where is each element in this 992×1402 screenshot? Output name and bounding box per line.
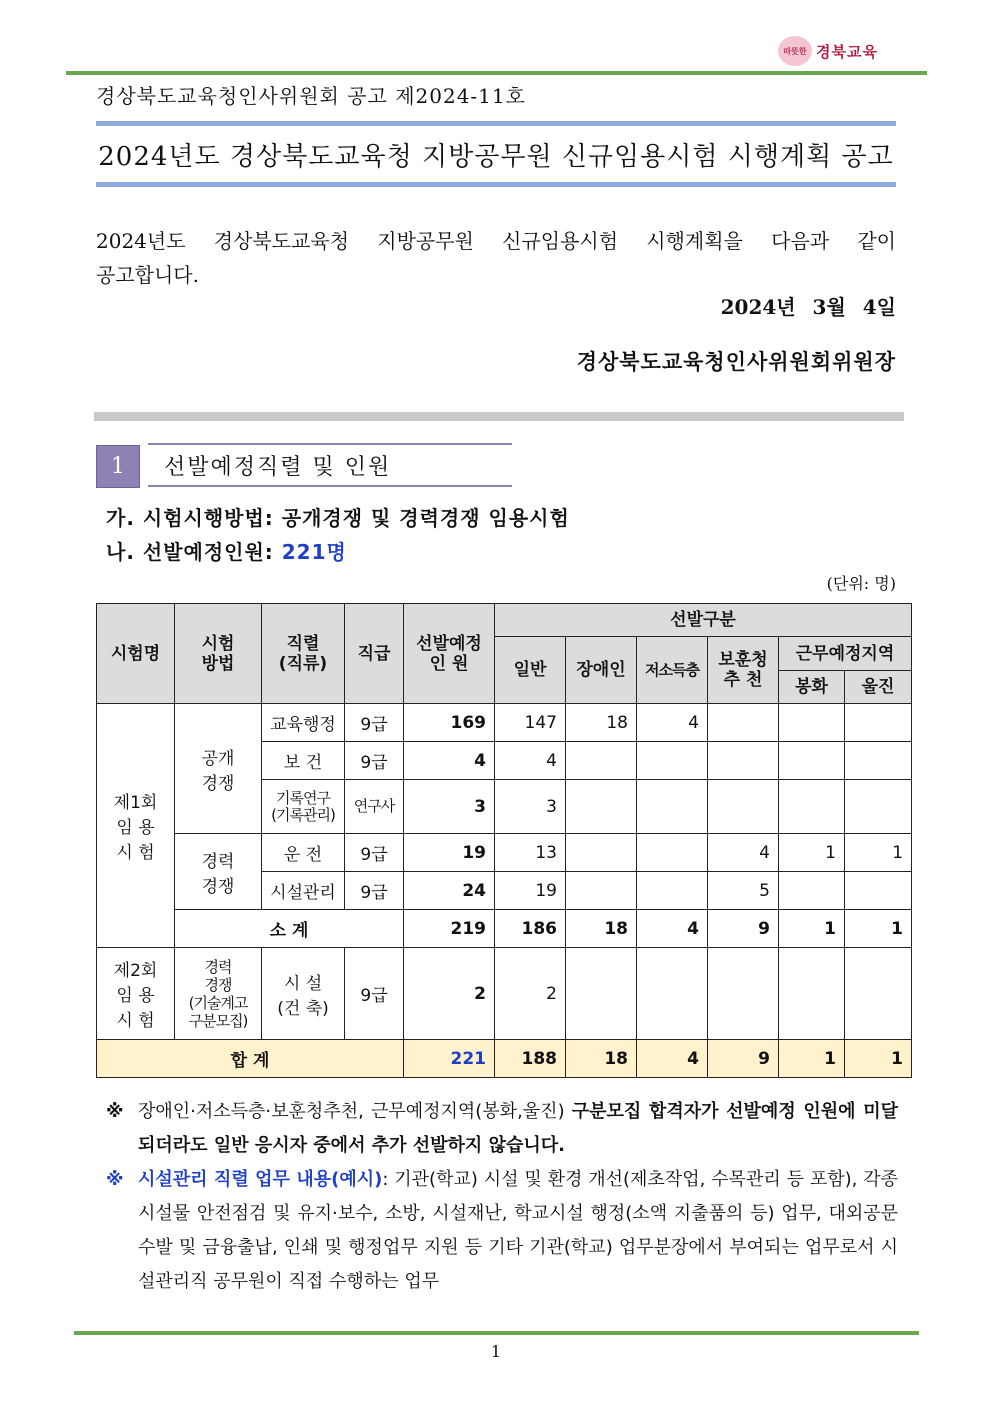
cell-disabled bbox=[566, 872, 637, 910]
cell-series: 교육행정 bbox=[262, 704, 345, 742]
section-title-text: 선발예정직렬 및 인원 bbox=[164, 454, 392, 480]
document-title-box bbox=[96, 121, 896, 187]
cell-disabled bbox=[566, 742, 637, 780]
exam1-label: 제1회 임 용 시 험 bbox=[97, 704, 175, 948]
header-bonghwa: 봉화 bbox=[779, 671, 845, 704]
cell-grade: 연구사 bbox=[345, 780, 404, 834]
header-veterans: 보훈청 추 천 bbox=[708, 637, 779, 704]
total-label: 합 계 bbox=[97, 1040, 404, 1078]
cell-grade: 9급 bbox=[345, 834, 404, 872]
cell-disabled: 18 bbox=[566, 910, 637, 948]
section-number: 1 bbox=[96, 445, 140, 488]
cell-planned: 221 bbox=[404, 1040, 495, 1078]
cell-disabled bbox=[566, 780, 637, 834]
table-row bbox=[97, 948, 912, 1040]
signer: 경상북도교육청인사위원회위원장 bbox=[576, 350, 896, 374]
header-planned: 선발예정 인 원 bbox=[404, 604, 495, 704]
cell-bonghwa bbox=[779, 948, 845, 1040]
cell-veterans: 9 bbox=[708, 910, 779, 948]
cell-general: 188 bbox=[495, 1040, 566, 1078]
intro-paragraph bbox=[96, 224, 896, 292]
note-mark-icon: ※ bbox=[106, 1101, 124, 1122]
cell-veterans bbox=[708, 948, 779, 1040]
cell-planned: 169 bbox=[404, 704, 495, 742]
cell-uljin: 1 bbox=[845, 834, 912, 872]
cell-veterans bbox=[708, 742, 779, 780]
cell-low-income bbox=[637, 948, 708, 1040]
cell-veterans: 4 bbox=[708, 834, 779, 872]
open-competition-label: 공개 경쟁 bbox=[175, 704, 262, 834]
cell-low-income bbox=[637, 780, 708, 834]
page-number: 1 bbox=[490, 1342, 502, 1361]
cell-disabled: 18 bbox=[566, 1040, 637, 1078]
table-row bbox=[97, 834, 912, 872]
cell-uljin bbox=[845, 704, 912, 742]
header-region: 근무예정지역 bbox=[779, 637, 912, 671]
section-title bbox=[148, 443, 512, 487]
cell-uljin: 1 bbox=[845, 910, 912, 948]
header-low-income: 저소득층 bbox=[637, 637, 708, 704]
cell-disabled bbox=[566, 834, 637, 872]
cell-disabled bbox=[566, 948, 637, 1040]
subtotal-row bbox=[97, 910, 912, 948]
subtotal-label: 소 계 bbox=[175, 910, 404, 948]
logo-text: 경북교육 bbox=[816, 42, 878, 61]
cell-general: 186 bbox=[495, 910, 566, 948]
cell-grade: 9급 bbox=[345, 948, 404, 1040]
note-facility-duties bbox=[106, 1163, 898, 1299]
header-disabled: 장애인 bbox=[566, 637, 637, 704]
cell-uljin bbox=[845, 780, 912, 834]
notice-date: 2024년 3월 4일 bbox=[720, 295, 896, 319]
cell-veterans: 5 bbox=[708, 872, 779, 910]
cell-series: 시 설 (건 축) bbox=[262, 948, 345, 1040]
table-row bbox=[97, 704, 912, 742]
cell-general: 147 bbox=[495, 704, 566, 742]
section-divider bbox=[94, 412, 904, 421]
exam2-method: 경력 경쟁 (기술계고 구분모집) bbox=[175, 948, 262, 1040]
intro-line-1: 2024년도 경상북도교육청 지방공무원 신규임용시험 시행계획을 다음과 같이 bbox=[96, 229, 896, 253]
cell-general: 19 bbox=[495, 872, 566, 910]
cell-planned: 19 bbox=[404, 834, 495, 872]
cell-low-income bbox=[637, 834, 708, 872]
subsection-planned bbox=[106, 536, 347, 565]
cell-low-income: 4 bbox=[637, 1040, 708, 1078]
notice-number: 경상북도교육청인사위원회 공고 제2024-11호 bbox=[96, 84, 526, 108]
cell-planned: 4 bbox=[404, 742, 495, 780]
cell-grade: 9급 bbox=[345, 742, 404, 780]
cell-general: 3 bbox=[495, 780, 566, 834]
header-grade: 직급 bbox=[345, 604, 404, 704]
recruitment-table bbox=[96, 603, 912, 1078]
cell-planned: 2 bbox=[404, 948, 495, 1040]
header-logo bbox=[778, 34, 898, 68]
cell-series: 시설관리 bbox=[262, 872, 345, 910]
cell-veterans bbox=[708, 780, 779, 834]
header-uljin: 울진 bbox=[845, 671, 912, 704]
note-recruitment bbox=[106, 1095, 898, 1163]
header-divider bbox=[66, 71, 927, 75]
note2-plain: : 기관(학교) 시설 및 환경 개선(제초작업, 수목관리 등 포함), 각종 시설물 안전점검 및 유지·보수, 소방, 시설재난, 학교시설 행정(소액 지출품의 등) 업무, 대외공문수발 및 금융출납, 인쇄 및 행정업무 지원 등 기타 기관(학교) 업무분장에서 부여되는 업무로서 시설관리직 공무원이 직접 수행하는 업무 bbox=[138, 1169, 898, 1292]
footer-divider bbox=[74, 1331, 919, 1335]
header-general: 일반 bbox=[495, 637, 566, 704]
cell-low-income bbox=[637, 742, 708, 780]
cell-general: 13 bbox=[495, 834, 566, 872]
cell-series: 운 전 bbox=[262, 834, 345, 872]
cell-bonghwa: 1 bbox=[779, 1040, 845, 1078]
cell-planned: 219 bbox=[404, 910, 495, 948]
cell-disabled: 18 bbox=[566, 704, 637, 742]
note-mark-icon: ※ bbox=[106, 1169, 124, 1190]
header-method: 시험 방법 bbox=[175, 604, 262, 704]
subsection-planned-value: 221명 bbox=[281, 540, 347, 564]
cell-general: 2 bbox=[495, 948, 566, 1040]
intro-line-2: 공고합니다. bbox=[96, 263, 199, 287]
cell-uljin bbox=[845, 948, 912, 1040]
subsection-method: 가. 시험시행방법: 공개경쟁 및 경력경쟁 임용시험 bbox=[106, 506, 570, 530]
cell-bonghwa: 1 bbox=[779, 834, 845, 872]
cell-planned: 24 bbox=[404, 872, 495, 910]
cell-general: 4 bbox=[495, 742, 566, 780]
cell-bonghwa: 1 bbox=[779, 910, 845, 948]
cell-uljin: 1 bbox=[845, 1040, 912, 1078]
note2-title: 시설관리 직렬 업무 내용(예시) bbox=[138, 1169, 383, 1190]
cell-bonghwa bbox=[779, 872, 845, 910]
header-category: 선발구분 bbox=[495, 604, 912, 637]
cell-series: 기록연구 (기록관리) bbox=[262, 780, 345, 834]
logo-mark-icon: 따뜻한 bbox=[778, 36, 812, 66]
cell-uljin bbox=[845, 742, 912, 780]
cell-veterans: 9 bbox=[708, 1040, 779, 1078]
cell-low-income: 4 bbox=[637, 910, 708, 948]
note1-plain: 장애인·저소득층·보훈청추천, 근무예정지역(봉화,울진) bbox=[138, 1101, 572, 1122]
unit-label: (단위: 명) bbox=[826, 574, 896, 593]
cell-low-income bbox=[637, 872, 708, 910]
exam2-label: 제2회 임 용 시 험 bbox=[97, 948, 175, 1040]
cell-bonghwa bbox=[779, 704, 845, 742]
cell-planned: 3 bbox=[404, 780, 495, 834]
subsection-planned-label: 나. 선발예정인원: bbox=[106, 540, 282, 564]
total-row bbox=[97, 1040, 912, 1078]
cell-low-income: 4 bbox=[637, 704, 708, 742]
header-exam-name: 시험명 bbox=[97, 604, 175, 704]
cell-bonghwa bbox=[779, 780, 845, 834]
header-series: 직렬 (직류) bbox=[262, 604, 345, 704]
cell-bonghwa bbox=[779, 742, 845, 780]
cell-veterans bbox=[708, 704, 779, 742]
cell-series: 보 건 bbox=[262, 742, 345, 780]
note1-bold: 구분모집 합격자가 선발예정 인원에 미달되더라도 일반 응시자 중에서 추가 선발하지 않습니다. bbox=[138, 1101, 898, 1156]
career-competition-label: 경력 경쟁 bbox=[175, 834, 262, 910]
document-title: 2024년도 경상북도교육청 지방공무원 신규임용시험 시행계획 공고 bbox=[98, 141, 894, 172]
cell-uljin bbox=[845, 872, 912, 910]
cell-grade: 9급 bbox=[345, 872, 404, 910]
cell-grade: 9급 bbox=[345, 704, 404, 742]
